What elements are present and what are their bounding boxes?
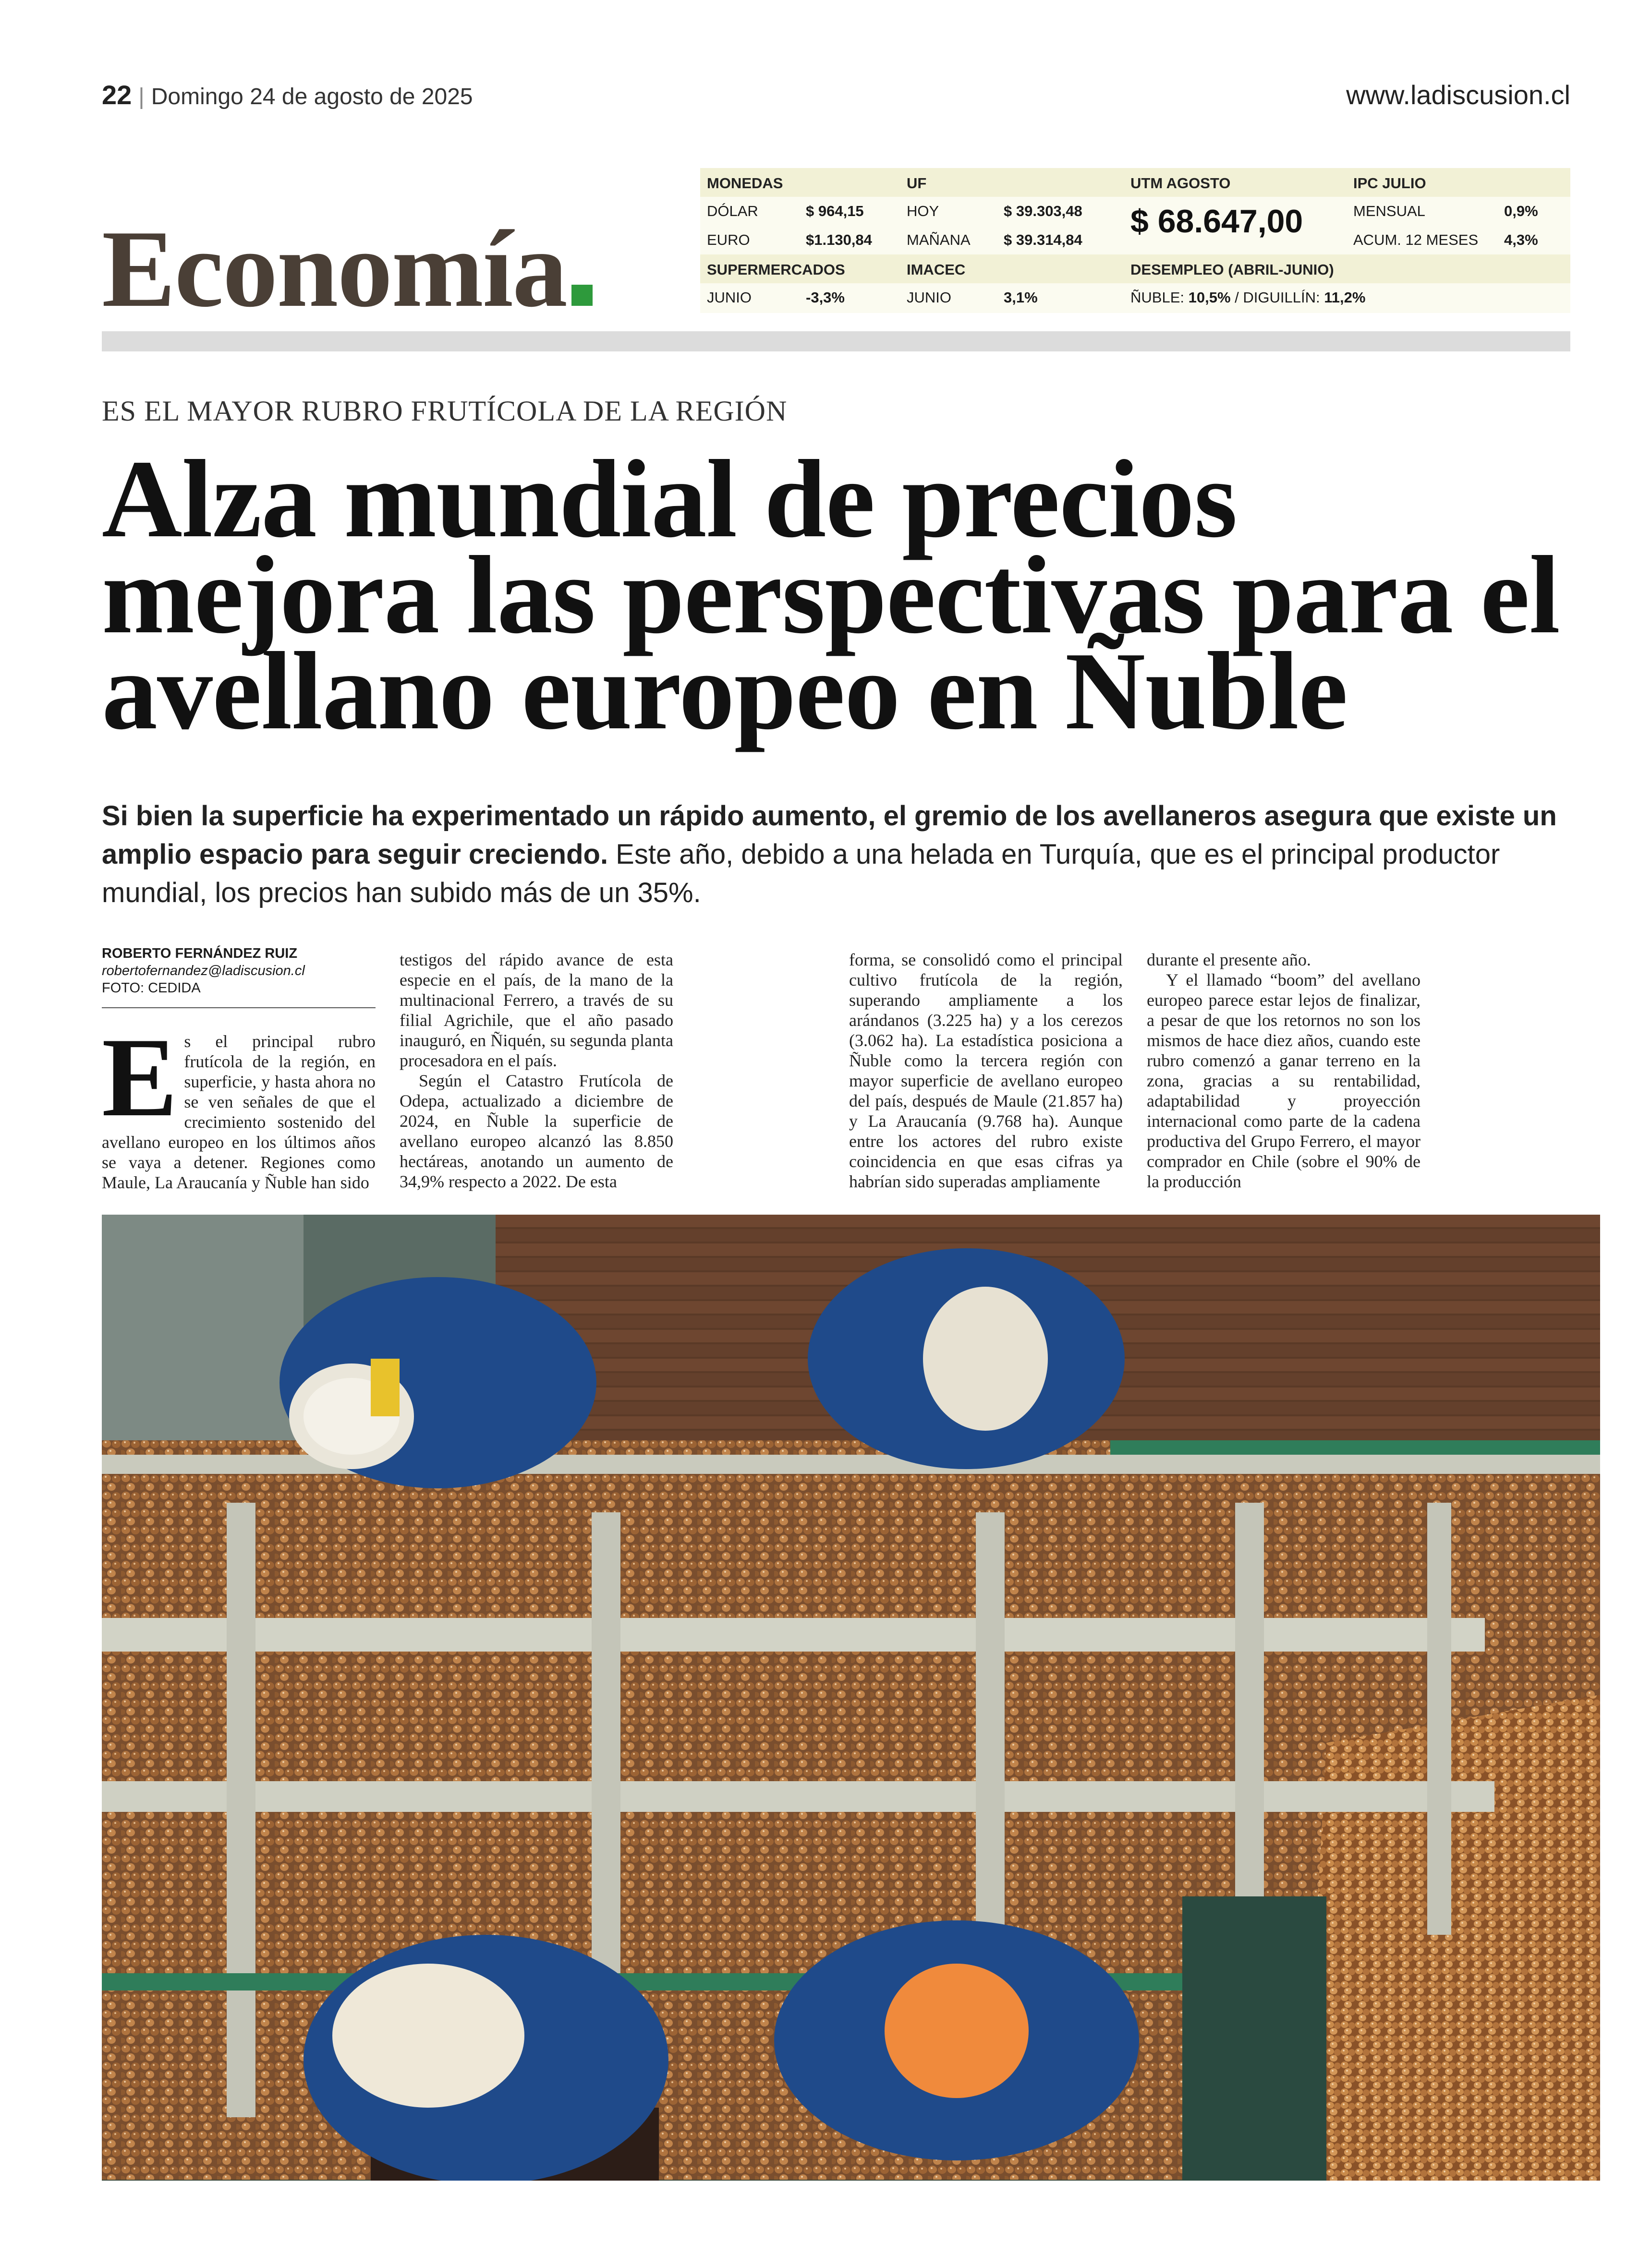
author-email[interactable]: robertofernandez@ladiscusion.cl [102, 963, 305, 978]
article-column-4 [1147, 950, 1420, 1200]
section-divider [102, 331, 1570, 351]
byline [102, 945, 376, 997]
ipc-mensual-label: MENSUAL [1353, 203, 1425, 219]
section-title-text: Economía [102, 207, 567, 330]
utm-value: $ 68.647,00 [1130, 203, 1303, 240]
nuble-label: ÑUBLE: [1130, 289, 1184, 306]
section-accent-square [571, 285, 593, 306]
hazelnut-sorting-photo [102, 1215, 1600, 2181]
ipc-header: IPC JULIO [1353, 175, 1426, 192]
article-lead [102, 797, 1566, 912]
diguillin-value: 11,2% [1324, 289, 1366, 306]
supermercados-label: JUNIO [707, 289, 752, 306]
ipc-acum-value: 4,3% [1504, 231, 1538, 248]
utm-header: UTM AGOSTO [1130, 175, 1231, 192]
worker-2 [808, 1248, 1125, 1469]
uf-manana-value: $ 39.314,84 [1004, 231, 1082, 248]
website-url[interactable]: www.ladiscusion.cl [1346, 80, 1570, 110]
economic-indicators [700, 168, 1570, 313]
ipc-acum-label: ACUM. 12 MESES [1353, 231, 1479, 248]
author-name: ROBERTO FERNÁNDEZ RUIZ [102, 946, 298, 961]
nuble-value: 10,5% [1188, 289, 1231, 306]
uf-manana-label: MAÑANA [907, 231, 971, 248]
byline-divider [102, 1007, 376, 1008]
photo-credit: FOTO: CEDIDA [102, 980, 201, 996]
header-separator: | [138, 84, 145, 109]
column-4-paragraph-2: Y el llamado “boom” del avellano europeo parece estar lejos de finalizar, a pesar de que los retornos no son los mismos de hace diez años, cuando este rubro comenzó a ganar terreno en la zona, gracias a su rentabilidad, adaptabilidad y proyección internacional como parte de la cadena productiva del Grupo Ferrero, el mayor comprador en Chile (sobre el 90% de la producción [1147, 970, 1420, 1191]
uf-header: UF [907, 175, 927, 192]
article-kicker: ES EL MAYOR RUBRO FRUTÍCOLA DE LA REGIÓN [102, 395, 788, 427]
worker-3 [304, 1935, 668, 2181]
lead-text: Este año, debido a una helada en Turquía, que es el principal productor mundial, los precios han subido más de un 35%. [102, 839, 1500, 908]
monedas-header: MONEDAS [707, 175, 783, 192]
column-2-paragraph-2: Según el Catastro Frutícola de Odepa, actualizado a diciembre de 2024, en Ñuble la superficie de avellano europeo alcanzó las 8.850 hectáreas, anotando un aumento de 34,9% respecto a 2022. De esta [400, 1071, 673, 1191]
diguillin-label: DIGUILLÍN: [1243, 289, 1320, 306]
column-4-paragraph-1: durante el presente año. [1147, 950, 1311, 969]
desempleo-separator: / [1230, 289, 1243, 306]
uf-hoy-label: HOY [907, 203, 939, 219]
article-column-2 [400, 950, 673, 1200]
imacec-value: 3,1% [1004, 289, 1038, 306]
imacec-label: JUNIO [907, 289, 951, 306]
article-photo [102, 1215, 1600, 2181]
worker-4 [774, 1920, 1139, 2160]
issue-date: Domingo 24 de agosto de 2025 [151, 84, 473, 109]
euro-label: EURO [707, 231, 750, 248]
drop-cap: E [102, 1015, 178, 1140]
desempleo-values [1130, 289, 1365, 306]
desempleo-header: DESEMPLEO (ABRIL-JUNIO) [1130, 261, 1334, 278]
dolar-value: $ 964,15 [806, 203, 864, 219]
supermercados-header: SUPERMERCADOS [707, 261, 845, 278]
ipc-mensual-value: 0,9% [1504, 203, 1538, 219]
column-2-paragraph-1: testigos del rápido avance de esta especie en el país, de la mano de la multinacional Ferrero, a través de su filial Agrichile, que el año pasado inauguró, en Ñiquén, su segunda planta procesadora en el país. [400, 950, 673, 1070]
column-1-text: s el principal rubro frutícola de la región, en superficie, y hasta ahora no se ven señales de que el crecimiento sostenido del avellano europeo en los últimos años se vaya a detener. Regiones como Maule, La Araucanía y Ñuble han sido [102, 1032, 376, 1192]
page-number: 22 [102, 80, 132, 110]
euro-value: $1.130,84 [806, 231, 872, 248]
supermercados-value: -3,3% [806, 289, 845, 306]
page-header [102, 79, 1570, 118]
worker-1 [279, 1277, 596, 1488]
column-3-text: forma, se consolidó como el principal cultivo frutícola de la región, superando ampliamente a los arándanos (3.225 ha) y a los cerezos (3.062 ha). La estadística posiciona a Ñuble como la tercera región con mayor superficie de avellano europeo del país, después de Maule (21.857 ha) y La Araucanía (9.768 ha). Aunque entre los actores del rubro existe coincidencia en que esas cifras ya habrían sido superadas ampliamente [849, 950, 1123, 1191]
uf-hoy-value: $ 39.303,48 [1004, 203, 1082, 219]
lead-bold: Si bien la superficie ha experimentado un rápido aumento, el gremio de los avellaneros asegura que existe un amplio espacio para seguir creciendo. [102, 800, 1557, 870]
article-headline: Alza mundial de precios mejora las perspectivas para el avellano europeo en Ñuble [102, 437, 1560, 753]
dolar-label: DÓLAR [707, 203, 758, 219]
article-column-1 [102, 1015, 376, 1200]
imacec-header: IMACEC [907, 261, 966, 278]
section-title [102, 207, 593, 330]
article-column-3 [849, 950, 1123, 1200]
